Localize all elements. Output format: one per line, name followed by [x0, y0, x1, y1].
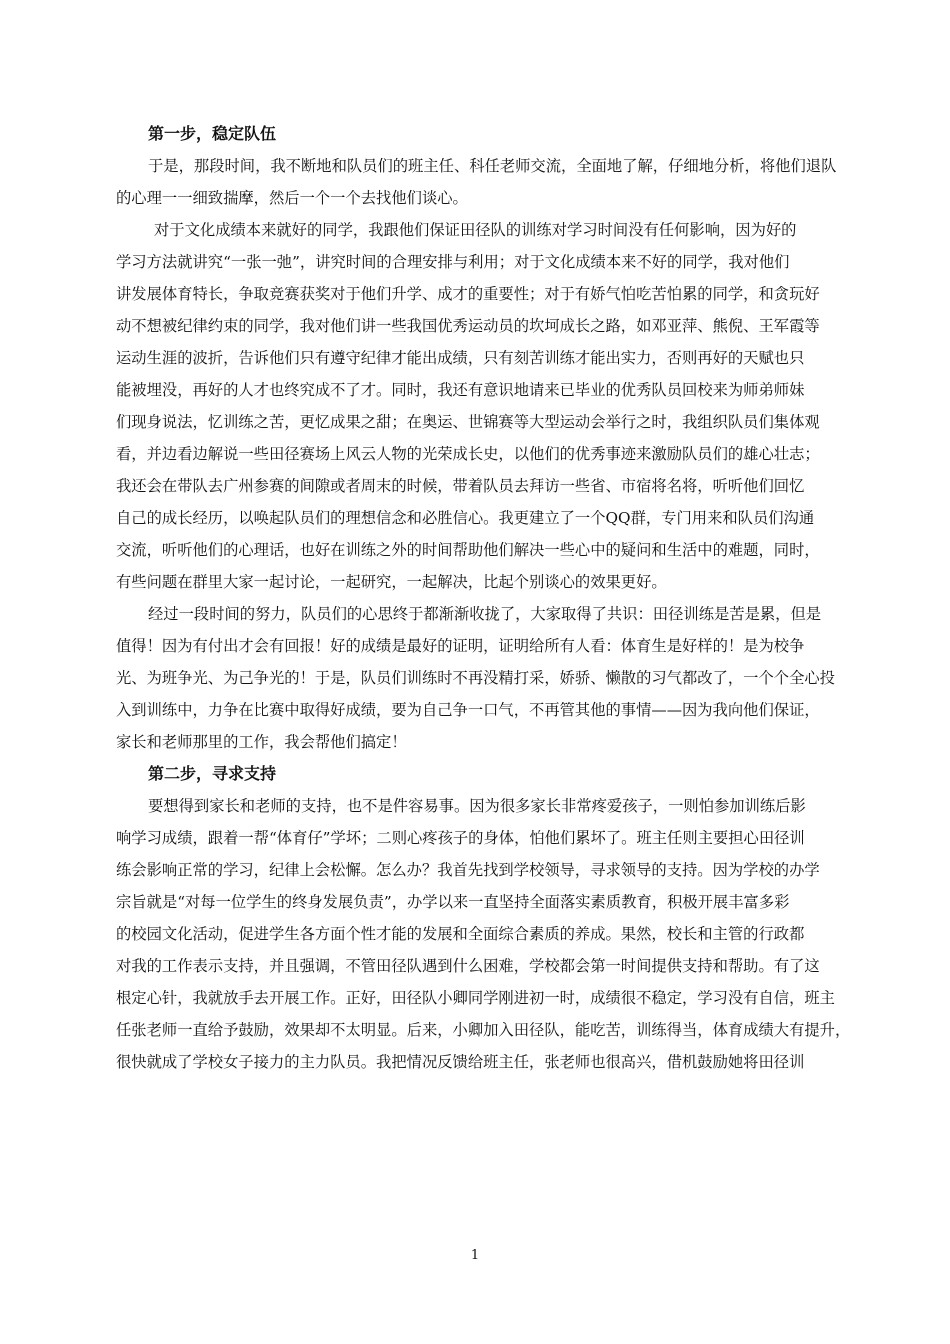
text-line: 能被埋没，再好的人才也终究成不了才。同时，我还有意识地请来已毕业的优秀队员回校来为师弟师妹 [116, 381, 805, 399]
text-line: 看，并边看边解说一些田径赛场上风云人物的光荣成长史，以他们的优秀事迹来激励队员们的雄心壮志； [116, 445, 820, 463]
text-line: 我还会在带队去广州参赛的间隙或者周末的时候，带着队员去拜访一些省、市宿将名将，听听他们回忆 [116, 477, 805, 495]
text-line: 们现身说法，忆训练之苦，更忆成果之甜；在奥运、世锦赛等大型运动会举行之时，我组织队员们集体观 [116, 413, 820, 431]
section-heading-step2: 第二步，寻求支持 [148, 764, 277, 783]
text-line: 值得！因为有付出才会有回报！好的成绩是最好的证明，证明给所有人看：体育生是好样的！是为校争 [116, 637, 805, 655]
text-line: 的校园文化活动，促进学生各方面个性才能的发展和全面综合素质的养成。果然，校长和主管的行政都 [116, 925, 805, 943]
text-line: 响学习成绩，跟着一帮“体育仔”学坏；二则心疼孩子的身体，怕他们累坏了。班主任则主要担心田径训 [116, 829, 805, 847]
text-line: 交流，听听他们的心理话，也好在训练之外的时间帮助他们解决一些心中的疑问和生活中的难题，同时， [116, 541, 820, 559]
text-line: 动不想被纪律约束的同学，我对他们讲一些我国优秀运动员的坎坷成长之路，如邓亚萍、熊倪、王军霞等 [116, 317, 820, 335]
text-line: 很快就成了学校女子接力的主力队员。我把情况反馈给班主任，张老师也很高兴，借机鼓励她将田径训 [116, 1053, 805, 1071]
text-line: 经过一段时间的努力，队员们的心思终于都渐渐收拢了，大家取得了共识：田径训练是苦是累，但是 [148, 605, 822, 623]
text-line: 讲发展体育特长，争取竞赛获奖对于他们升学、成才的重要性；对于有娇气怕吃苦怕累的同学，和贪玩好 [116, 285, 820, 303]
paragraph [116, 150, 854, 214]
text-line: 的心理一一细致揣摩，然后一个一个去找他们谈心。 [116, 189, 468, 207]
text-line: 宗旨就是“对每一位学生的终身发展负责”，办学以来一直坚持全面落实素质教育，积极开展丰富多彩 [116, 893, 790, 911]
paragraph [116, 214, 854, 598]
text-line: 光、为班争光、为己争光的！于是，队员们训练时不再没精打采，娇骄、懒散的习气都改了，一个个全心投 [116, 669, 835, 687]
text-line: 任张老师一直给予鼓励，效果却不太明显。后来，小卿加入田径队，能吃苦，训练得当，体育成绩大有提升， [116, 1021, 851, 1039]
text-line: 对于文化成绩本来就好的同学，我跟他们保证田径队的训练对学习时间没有任何影响，因为好的 [154, 221, 797, 239]
text-line: 运动生涯的波折，告诉他们只有遵守纪律才能出成绩，只有刻苦训练才能出实力，否则再好的天赋也只 [116, 349, 805, 367]
text-line: 于是，那段时间，我不断地和队员们的班主任、科任老师交流，全面地了解，仔细地分析，将他们退队 [148, 157, 837, 175]
document-page [116, 118, 854, 1078]
text-line: 对我的工作表示支持，并且强调，不管田径队遇到什么困难，学校都会第一时间提供支持和帮助。有了这 [116, 957, 820, 975]
page-number: 1 [470, 1248, 480, 1263]
text-line: 自己的成长经历，以唤起队员们的理想信念和必胜信心。我更建立了一个QQ群，专门用来和队员们沟通 [116, 509, 815, 527]
text-line: 要想得到家长和老师的支持，也不是件容易事。因为很多家长非常疼爱孩子，一则怕参加训练后影 [148, 797, 806, 815]
text-line: 练会影响正常的学习，纪律上会松懈。怎么办？我首先找到学校领导，寻求领导的支持。因为学校的办学 [116, 861, 820, 879]
paragraph [116, 598, 854, 758]
section-heading-step1: 第一步，稳定队伍 [148, 124, 277, 143]
text-line: 有些问题在群里大家一起讨论，一起研究，一起解决，比起个别谈心的效果更好。 [116, 573, 667, 591]
text-line: 入到训练中，力争在比赛中取得好成绩，要为自己争一口气，不再管其他的事情——因为我向他们保证， [116, 701, 820, 719]
paragraph [116, 790, 854, 1078]
text-line: 根定心针，我就放手去开展工作。正好，田径队小卿同学刚进初一时，成绩很不稳定，学习没有自信，班主 [116, 989, 835, 1007]
text-line: 学习方法就讲究“一张一弛”，讲究时间的合理安排与利用；对于文化成绩本来不好的同学，我对他们 [116, 253, 790, 271]
text-line: 家长和老师那里的工作，我会帮他们搞定！ [116, 733, 407, 751]
